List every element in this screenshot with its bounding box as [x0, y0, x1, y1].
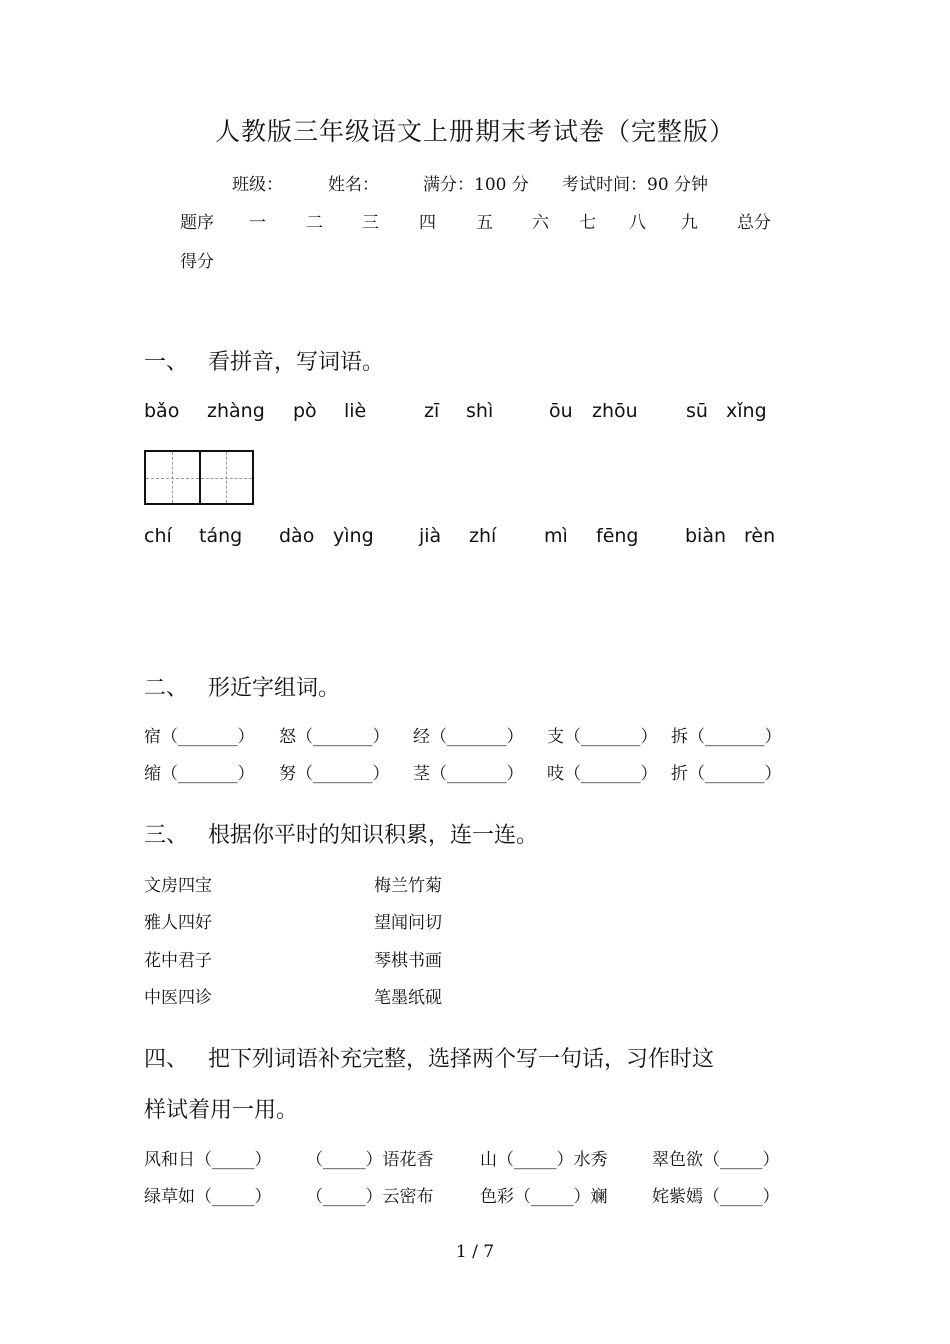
score-cell: 题序 — [180, 213, 214, 233]
q2-item[interactable]: 怒（_______） — [279, 727, 390, 747]
q2-item[interactable]: 宿（_______） — [144, 727, 255, 747]
score-cell: 六 — [532, 213, 549, 233]
pinyin-syllable: zhàng — [207, 400, 265, 422]
score-row-label: 得分 — [180, 252, 214, 272]
q4-item[interactable]: （_____）语花香 — [306, 1150, 434, 1170]
q2-item[interactable]: 努（_______） — [279, 764, 390, 784]
writing-grid[interactable] — [144, 450, 254, 505]
exam-time: 考试时间：90 分钟 — [562, 175, 709, 195]
q4-item[interactable]: 山（_____）水秀 — [480, 1150, 608, 1170]
q3-heading: 根据你平时的知识积累，连一连。 — [208, 823, 539, 848]
pinyin-syllable: sū — [686, 400, 708, 422]
pinyin-syllable: chí — [144, 525, 172, 547]
score-cell: 四 — [419, 213, 436, 233]
q1-heading: 看拼音，写词语。 — [208, 350, 385, 375]
pinyin-syllable: biàn — [685, 525, 727, 547]
q2-number: 二、 — [144, 676, 189, 701]
pinyin-syllable: mì — [544, 525, 568, 547]
q2-item[interactable]: 折（_______） — [671, 764, 782, 784]
pinyin-syllable: pò — [293, 400, 317, 422]
pinyin-syllable: dào — [279, 525, 315, 547]
page-number: 1 / 7 — [455, 1242, 495, 1262]
match-right-item[interactable]: 笔墨纸砚 — [374, 988, 442, 1008]
q2-item[interactable]: 茎（_______） — [413, 764, 524, 784]
pinyin-syllable: fēng — [596, 525, 639, 547]
document-title: 人教版三年级语文上册期末考试卷（完整版） — [214, 117, 735, 146]
match-right-item[interactable]: 琴棋书画 — [374, 951, 442, 971]
match-right-item[interactable]: 望闻问切 — [374, 913, 442, 933]
q2-item[interactable]: 缩（_______） — [144, 764, 255, 784]
pinyin-syllable: zhí — [469, 525, 497, 547]
pinyin-syllable: ōu — [549, 400, 573, 422]
q4-heading-line-1: 把下列词语补充完整，选择两个写一句话，习作时这 — [208, 1047, 715, 1072]
match-left-item[interactable]: 文房四宝 — [144, 876, 212, 896]
pinyin-syllable: zhōu — [592, 400, 638, 422]
q2-item[interactable]: 吱（_______） — [547, 764, 658, 784]
pinyin-syllable: táng — [199, 525, 243, 547]
q2-item[interactable]: 拆（_______） — [671, 727, 782, 747]
score-cell: 五 — [476, 213, 493, 233]
score-cell: 二 — [306, 213, 323, 233]
q4-item[interactable]: 风和日（_____） — [144, 1150, 272, 1170]
match-left-item[interactable]: 雅人四好 — [144, 913, 212, 933]
pinyin-syllable: zī — [424, 400, 440, 422]
q1-pinyin-row-2 — [0, 525, 950, 551]
match-right-item[interactable]: 梅兰竹菊 — [374, 876, 442, 896]
score-cell: 一 — [249, 213, 266, 233]
q1-pinyin-row-1 — [0, 400, 950, 426]
grid-cell[interactable] — [146, 452, 199, 503]
q4-item[interactable]: 绿草如（_____） — [144, 1187, 272, 1207]
score-cell: 七 — [579, 213, 596, 233]
q4-item[interactable]: 色彩（_____）斓 — [480, 1187, 608, 1207]
q4-heading-line-2: 样试着用一用。 — [144, 1098, 299, 1123]
q3-number: 三、 — [144, 823, 189, 848]
full-score: 满分：100 分 — [423, 175, 529, 195]
pinyin-syllable: shì — [466, 400, 494, 422]
pinyin-syllable: xǐng — [726, 400, 767, 422]
name-label: 姓名： — [328, 175, 379, 195]
pinyin-syllable: yìng — [333, 525, 374, 547]
class-label: 班级： — [232, 175, 283, 195]
q4-number: 四、 — [144, 1047, 189, 1072]
score-cell: 九 — [681, 213, 698, 233]
match-left-item[interactable]: 中医四诊 — [144, 988, 212, 1008]
score-cell: 八 — [629, 213, 646, 233]
grid-cell[interactable] — [199, 452, 252, 503]
pinyin-syllable: liè — [344, 400, 367, 422]
q1-number: 一、 — [144, 350, 189, 375]
score-cell: 三 — [362, 213, 379, 233]
pinyin-syllable: rèn — [744, 525, 776, 547]
score-cell: 总分 — [737, 213, 771, 233]
q2-item[interactable]: 支（_______） — [547, 727, 658, 747]
pinyin-syllable: bǎo — [144, 400, 180, 422]
q2-item[interactable]: 经（_______） — [413, 727, 524, 747]
q4-item[interactable]: （_____）云密布 — [306, 1187, 434, 1207]
q4-item[interactable]: 姹紫嫣（_____） — [652, 1187, 780, 1207]
pinyin-syllable: jià — [419, 525, 442, 547]
match-left-item[interactable]: 花中君子 — [144, 951, 212, 971]
q4-item[interactable]: 翠色欲（_____） — [652, 1150, 780, 1170]
q2-heading: 形近字组词。 — [208, 676, 341, 701]
